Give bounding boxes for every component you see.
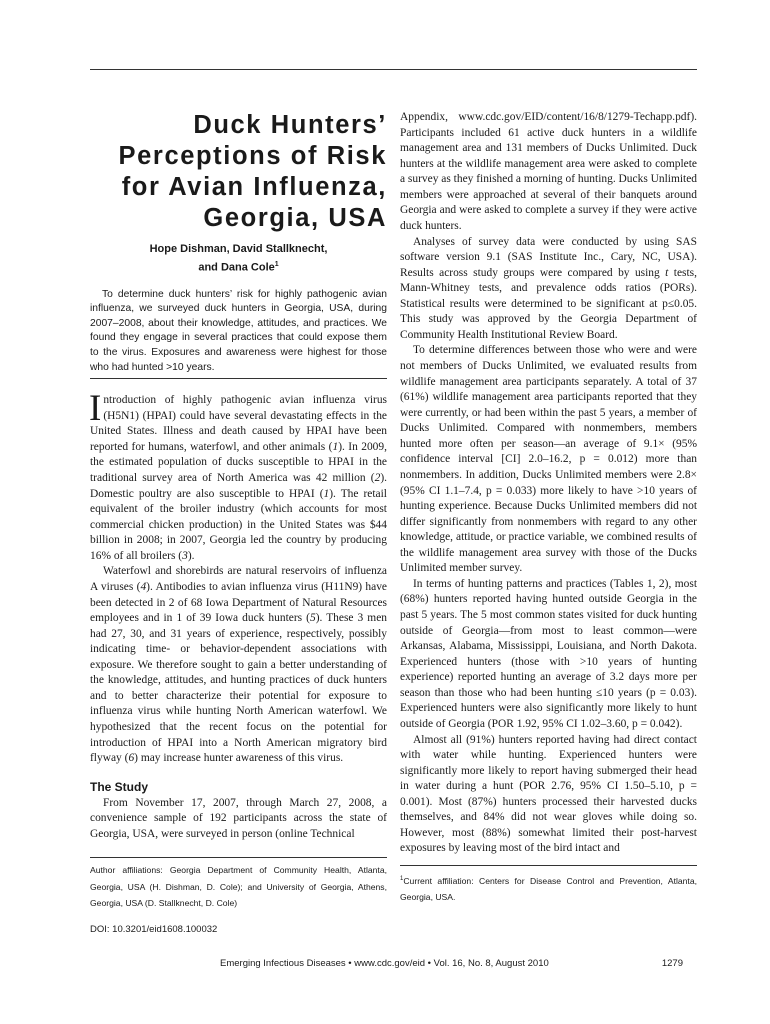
reference-number: 6 [128, 752, 135, 765]
reference-number: 5 [309, 612, 316, 625]
text-run: ). [187, 549, 195, 562]
title-line: for Avian Influenza, [121, 173, 387, 201]
text-run: ) may increase hunter awareness of this virus. [134, 752, 344, 765]
authors-line [90, 257, 387, 276]
text-run: ). These 3 men had 27, 30, and 31 years of experience, respectively, possibly indicating time- or behavior-dependent associations with exposure. We therefore sought to gain a better understanding of the knowledge, attitudes, and hunting practices of duck hunters and to better characterize their potential for exposure to influenza virus while hunting North American waterfowl. We hypothesized that the recent focus on the potential for introduction of HPAI into a North American migratory bird flyway ( [90, 612, 387, 765]
text-run: ). Antibodies to avian influenza virus (H11N9) have been detected in 2 of 68 Iowa Department of Natural Resources employees and in 1 of 39 Iowa duck hunters ( [90, 580, 388, 625]
text-run: Waterfowl and shorebirds are natural reservoirs of influenza A viruses ( [90, 565, 387, 593]
body-paragraph [90, 564, 387, 766]
body-paragraph: Appendix, www.cdc.gov/EID/content/16/8/1279-Techapp.pdf). Participants included 61 active duck hunters in a wildlife management area and 131 members of Ducks Unlimited. Duck hunters at the wildlife management area were asked to complete a survey as they finished a morning of hunting. Ducks Unlimited members were approached at several of their banquets around Georgia and were asked to complete a survey if they were active duck hunters. [400, 111, 698, 232]
footnote-marker: 1 [400, 876, 404, 882]
reference-number: 4 [140, 580, 147, 593]
text-run: ntroduction of highly pathogenic avian influenza virus (H5N1) (HPAI) could have several devastating effects in the United States. Illness and death caused by HPAI have been reported for humans, waterfowl, and other animals ( [90, 394, 387, 453]
abstract: To determine duck hunters’ risk for highly pathogenic avian influenza, we surveyed duck hunters in Georgia, USA, during 2007–2008, about their knowledge, attitudes, and practices. We found they engage in several practices that could expose them to the virus. Exposures and awareness were highest for those who had hunted >10 years. [90, 288, 387, 380]
authors-text: and Dana Cole [198, 261, 275, 274]
footnote-block [400, 865, 697, 906]
page-number: 1279 [661, 958, 683, 969]
author-footnote-marker: 1 [274, 261, 279, 268]
author-list [90, 241, 387, 276]
left-column [90, 110, 387, 935]
body-paragraph: To determine differences between those who were and were not members of Ducks Unlimited, we evaluated results from wildlife management area participants separately. A total of 37 (61%) wildlife management area participants reported that they were currently, or had been within the past 5 years, a member of Ducks Unlimited. Compared with nonmembers, members hunted more often per season—an average of 9.1× (95% confidence interval [CI] 2.0–16.2, p = 0.012) more than nonmembers. In addition, Ducks Unlimited members were 2.8× (95% CI 1.1–7.4, p = 0.033) more likely to have >10 years of hunting experience. Because Ducks Unlimited members did not differ significantly from nonmembers with regard to any other knowledge, attitude, or practice variable, we combined results of the wildlife management area survey with those of the Ducks Unlimited member survey. [400, 344, 697, 575]
reference-number: t [665, 266, 669, 279]
body-paragraph: From November 17, 2007, through March 27, 2008, a convenience sample of 192 participants across the state of Georgia, USA, were surveyed in person (online Technical [90, 796, 387, 840]
reference-number: 1 [323, 487, 330, 500]
text-run: tests, Mann-Whitney tests, and prevalence odds ratios (PORs). Statistical results were determined to be significant at p≤0.05. This study was approved by the Georgia Department of Community Health Institutional Review Board. [400, 266, 697, 341]
intro-paragraph [89, 388, 387, 564]
section-heading: The Study [90, 779, 149, 794]
article-title [90, 110, 387, 234]
reference-number: 2 [374, 472, 381, 485]
text-run: ). The retail equivalent of the broiler industry (which accounts for most commercial chicken production) in the United States was $44 billion in 2008; in 2007, Georgia led the country by producing 16% of all broilers ( [90, 487, 387, 562]
footnote [400, 871, 697, 906]
right-column [400, 110, 697, 906]
footnote-text: Current affiliation: Centers for Disease Control and Prevention, Atlanta, Georgia, USA. [400, 875, 697, 903]
text-run: ). Domestic poultry are also susceptible to HPAI ( [90, 472, 387, 500]
reference-number: 1 [332, 440, 339, 453]
affiliations-block [90, 857, 387, 912]
doi-line: DOI: 10.3201/eid1608.100032 [90, 923, 218, 935]
top-rule [90, 69, 697, 70]
author-affiliations: Author affiliations: Georgia Department of Community Health, Atlanta, Georgia, USA (H. Dishman, D. Cole); and University of Georgia, Athens, Georgia, USA (D. Stallknecht, D. Cole) [90, 865, 387, 909]
journal-citation: Emerging Infectious Diseases • www.cdc.gov/eid • Vol. 16, No. 8, August 2010 [220, 958, 549, 969]
text-run: ). In 2009, the estimated population of ducks susceptible to HPAI in the traditional survey area of North America was 42 million ( [90, 440, 387, 485]
title-line: Duck Hunters’ [193, 111, 387, 139]
title-line: Perceptions of Risk [118, 142, 387, 170]
body-paragraph [400, 235, 697, 344]
body-paragraph: In terms of hunting patterns and practices (Tables 1, 2), most (68%) hunters reported having hunted outside Georgia in the past 5 years. The 5 most common states visited for duck hunting outside of Georgia—from most to least common—were Arkansas, Alabama, Mississippi, Louisiana, and North Dakota. Experienced hunters (those with >10 years of hunting experience) reported hunting an average of 3.2 days more per season than those who had been hunting ≤10 years (p = 0.03). Experienced hunters were also significantly more likely to hunt outside of Georgia (POR 1.92, 95% CI 1.02–3.60, p = 0.042). [400, 577, 697, 730]
drop-cap: I [89, 388, 102, 430]
reference-number: 3 [182, 549, 188, 562]
body-paragraph: Almost all (91%) hunters reported having had direct contact with water while hunting. Experienced hunters were significantly more likely to report having submerged their head in water during a hunt (POR 2.76, 95% CI 1.50–5.10, p = 0.001). Most (87%) hunters processed their harvested ducks themselves, and 84% did not wear gloves while doing so. However, most (88%) somewhat limited their post-harvest exposures by leaving most of the bird intact and [400, 733, 697, 855]
text-run: Analyses of survey data were conducted by using SAS software version 9.1 (SAS Institute Inc., Cary, NC, USA). Results across study groups were compared by using [400, 235, 697, 279]
authors-line: Hope Dishman, David Stallknecht, [149, 243, 328, 255]
title-line: Georgia, USA [203, 204, 387, 232]
